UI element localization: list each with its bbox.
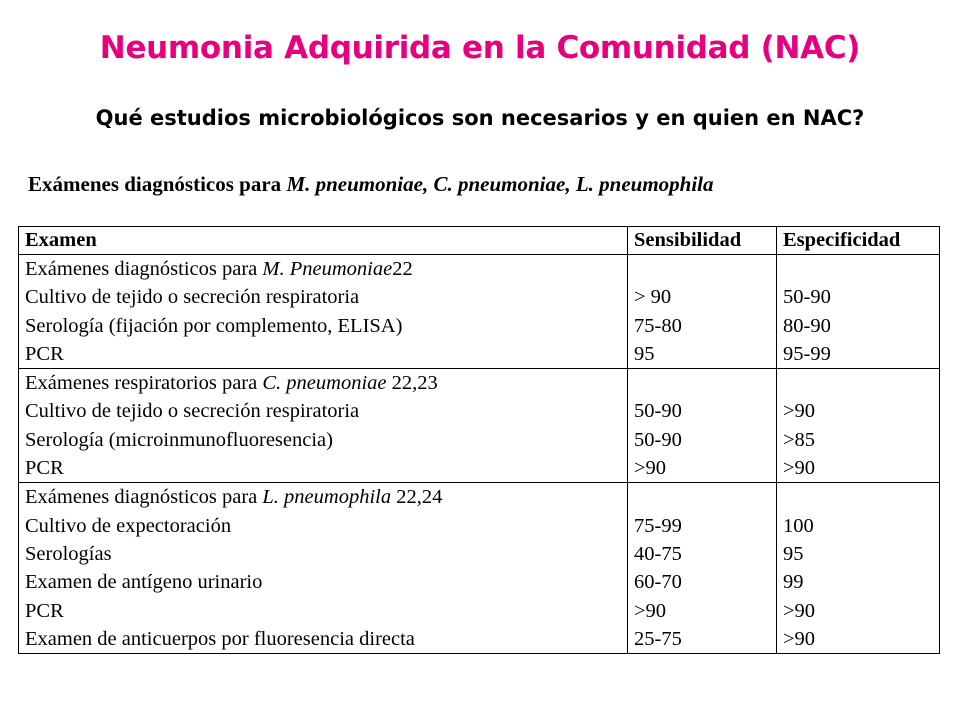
diagnostic-table [18, 226, 940, 654]
especificidad-value: >90 [783, 400, 816, 423]
group-heading-spacer [783, 255, 933, 283]
group-heading-spacer [634, 255, 770, 283]
group-heading-reference: 22,24 [391, 486, 443, 509]
examen-value: Examen de anticuerpos por fluoresencia directa [25, 627, 415, 650]
group-heading-prefix: Exámenes respiratorios para [25, 372, 263, 395]
cell-sensibilidad [628, 369, 777, 483]
header-sensibilidad: Sensibilidad [628, 227, 777, 255]
caption-organisms: M. pneumoniae, C. pneumoniae, L. pneumophila [286, 172, 714, 196]
group-heading-organism: M. Pneumoniae [262, 258, 393, 280]
cell-examen [19, 369, 628, 483]
group-heading-prefix: Exámenes diagnósticos para [25, 486, 263, 509]
examen-value: Cultivo de tejido o secreción respiratoria [25, 286, 360, 309]
header-examen: Examen [19, 227, 628, 255]
group-heading [25, 483, 621, 511]
cell-examen [19, 255, 628, 369]
especificidad-value: 95-99 [783, 342, 831, 365]
group-heading [25, 255, 621, 283]
examen-value: Serologías [25, 542, 112, 565]
group-heading [25, 369, 621, 397]
group-heading-organism: L. pneumophila [262, 486, 392, 509]
sensibilidad-value: >90 [634, 599, 667, 622]
table-header-row [19, 227, 940, 255]
especificidad-value: 95 [783, 542, 804, 565]
table-row-group [19, 369, 940, 483]
group-heading-reference: 22,23 [386, 372, 438, 395]
sensibilidad-value: 50-90 [634, 400, 682, 423]
examen-value: PCR [25, 599, 64, 622]
examen-value: Cultivo de tejido o secreción respiratoria [25, 400, 360, 423]
sensibilidad-value: 75-99 [634, 514, 682, 537]
cell-examen [19, 483, 628, 654]
examen-value: PCR [25, 342, 64, 365]
cell-especificidad [777, 255, 940, 369]
sensibilidad-value: > 90 [634, 286, 672, 309]
cell-sensibilidad [628, 255, 777, 369]
especificidad-value: >90 [783, 457, 816, 480]
examen-value: Examen de antígeno urinario [25, 571, 263, 594]
group-heading-prefix: Exámenes diagnósticos para [25, 258, 263, 280]
especificidad-value: 80-90 [783, 314, 831, 337]
group-heading-spacer [634, 483, 770, 511]
examen-value: Cultivo de expectoración [25, 514, 232, 537]
slide-title: Neumonia Adquirida en la Comunidad (NAC) [99, 30, 861, 66]
examen-value: Serología (microinmunofluoresencia) [25, 428, 333, 451]
especificidad-value: 100 [783, 514, 814, 537]
table-body [19, 255, 940, 654]
examen-value: PCR [25, 457, 64, 480]
table-row-group [19, 255, 940, 369]
sensibilidad-value: 40-75 [634, 542, 682, 565]
sensibilidad-value: 25-75 [634, 627, 682, 650]
especificidad-value: >90 [783, 599, 816, 622]
cell-especificidad [777, 369, 940, 483]
table-row-group [19, 483, 940, 654]
sensibilidad-value: 95 [634, 342, 655, 365]
cell-especificidad [777, 483, 940, 654]
caption-prefix: Exámenes diagnósticos para [28, 172, 287, 196]
cell-sensibilidad [628, 483, 777, 654]
especificidad-value: >85 [783, 428, 816, 451]
sensibilidad-value: 60-70 [634, 571, 682, 594]
header-especificidad: Especificidad [777, 227, 940, 255]
group-heading-spacer [783, 369, 933, 397]
especificidad-value: >90 [783, 627, 816, 650]
especificidad-value: 99 [783, 571, 804, 594]
group-heading-organism: C. pneumoniae [262, 372, 387, 395]
group-heading-spacer [783, 483, 933, 511]
sensibilidad-value: >90 [634, 457, 667, 480]
slide-subtitle: Qué estudios microbiológicos son necesarios y en quien en NAC? [95, 106, 865, 130]
group-heading-reference: 22 [392, 258, 413, 280]
examen-value: Serología (fijación por complemento, ELISA) [25, 314, 403, 337]
sensibilidad-value: 50-90 [634, 428, 682, 451]
sensibilidad-value: 75-80 [634, 314, 682, 337]
group-heading-spacer [634, 369, 770, 397]
especificidad-value: 50-90 [783, 286, 831, 309]
table-caption [28, 172, 714, 197]
